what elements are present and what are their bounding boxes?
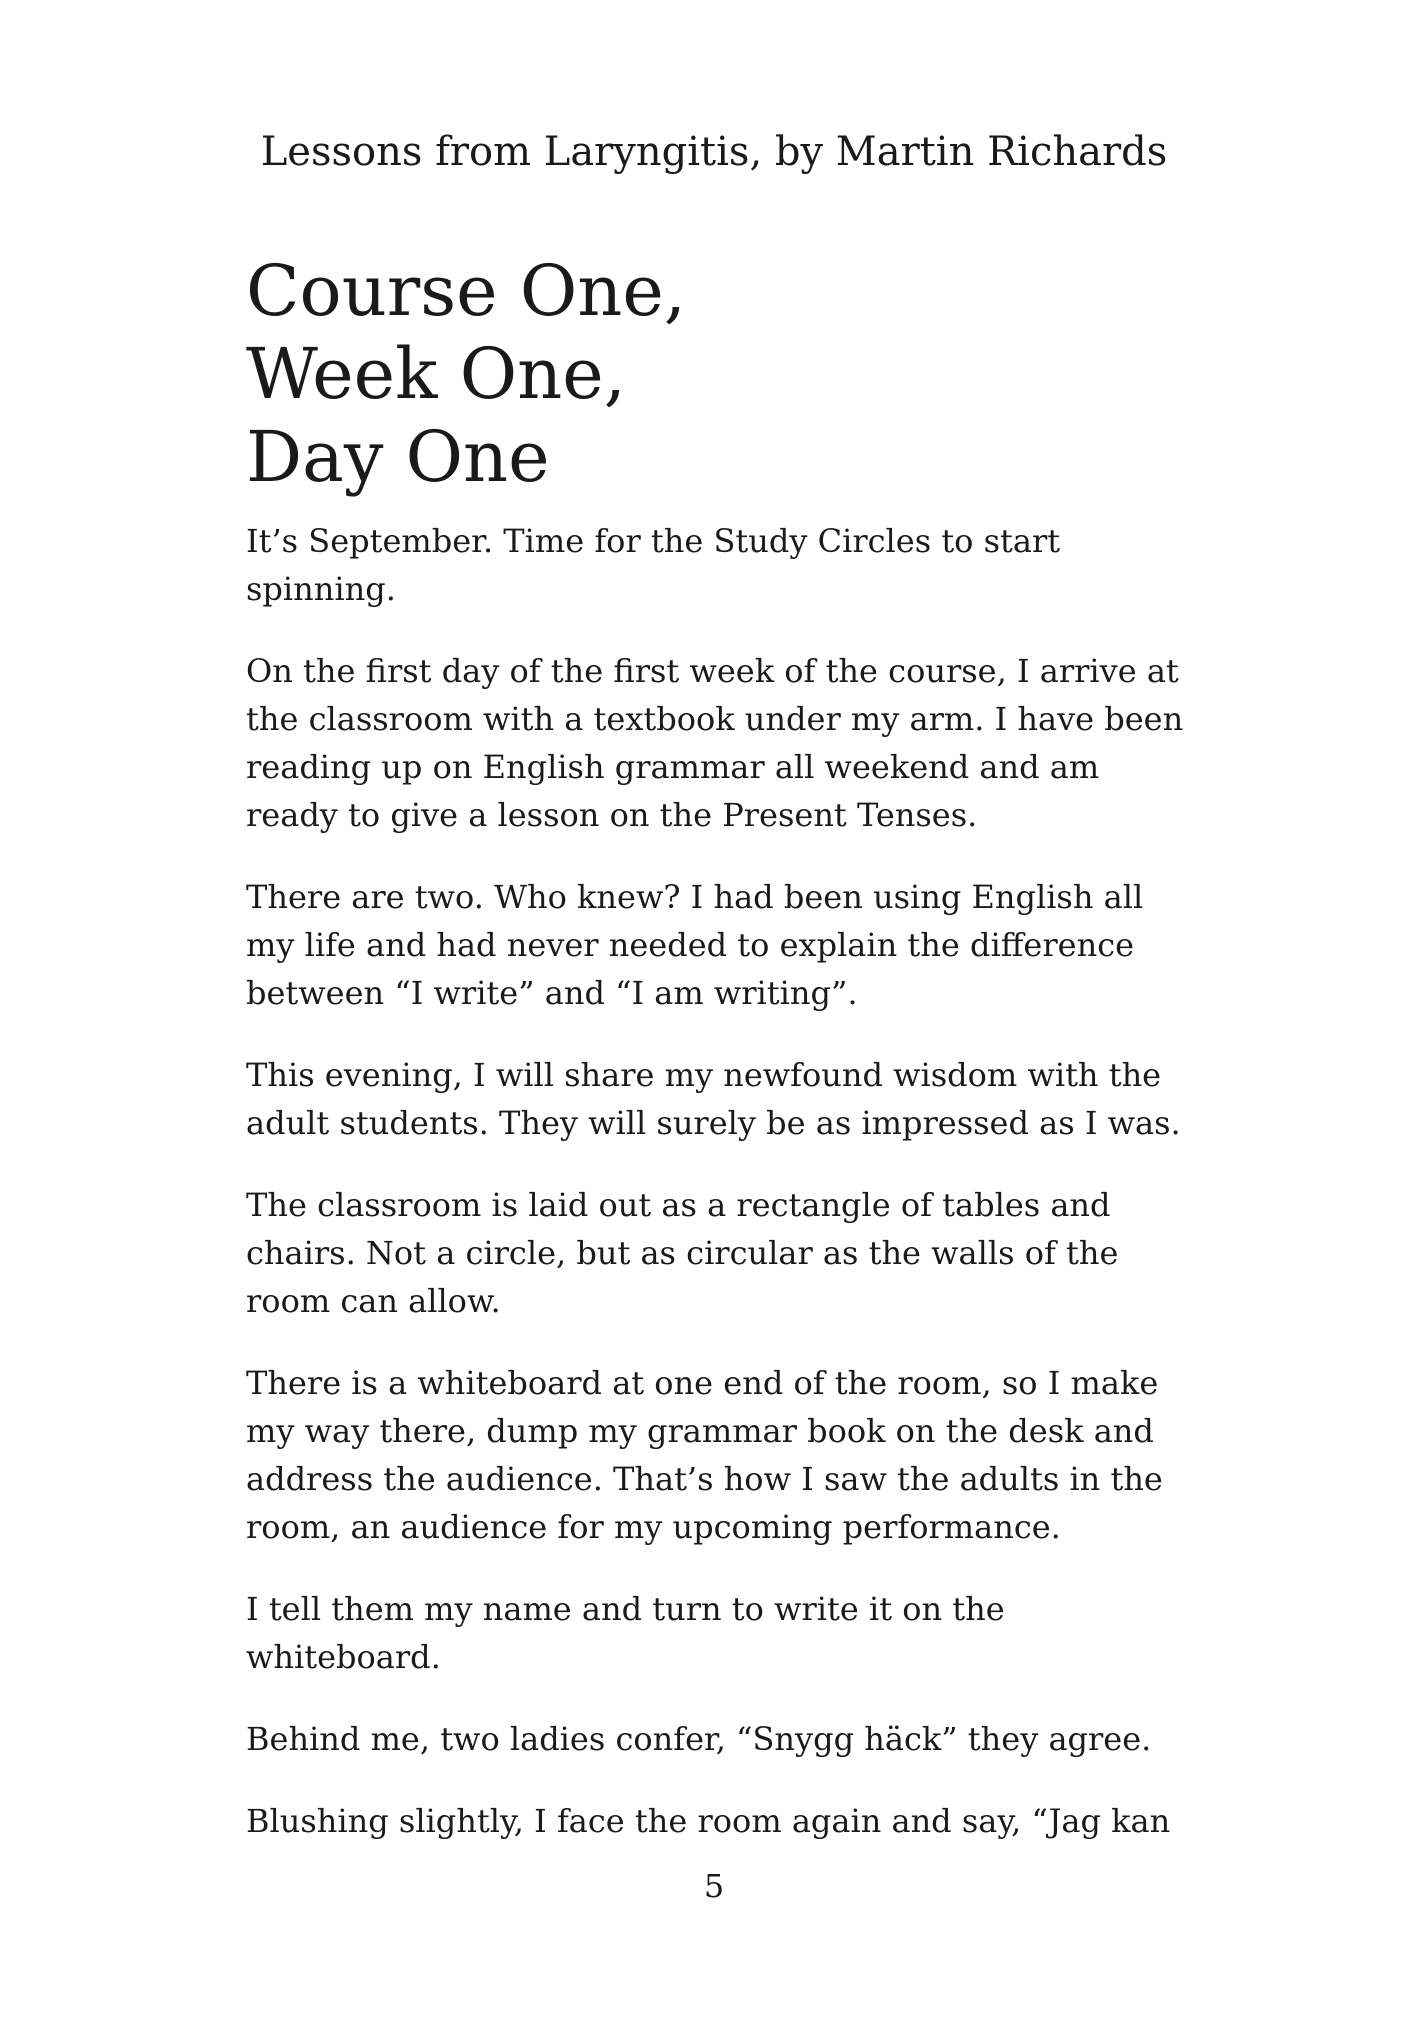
paragraph: The classroom is laid out as a rectangle of tables and chairs. Not a circle, but as circular as the walls of the room can allow.: [246, 1186, 1119, 1320]
page-content: [246, 250, 1196, 1879]
chapter-title: [246, 250, 1196, 499]
paragraph: This evening, I will share my newfound wisdom with the adult students. They will surely be as impressed as I was.: [246, 1056, 1181, 1142]
paragraph: It’s September. Time for the Study Circles to start spinning.: [246, 522, 1061, 608]
paragraph: On the first day of the first week of the course, I arrive at the classroom with a textbook under my arm. I have been reading up on English grammar all weekend and am ready to give a lesson on the Present Tenses.: [246, 652, 1184, 834]
paragraph: Behind me, two ladies confer, “Snygg häck” they agree.: [246, 1720, 1152, 1758]
paragraph: Blushing slightly, I face the room again and say, “Jag kan: [246, 1802, 1171, 1840]
chapter-title-line: Week One,: [246, 333, 626, 415]
chapter-title-line: Course One,: [246, 250, 686, 332]
chapter-title-line: Day One: [246, 416, 550, 498]
page-number: 5: [703, 1867, 725, 1905]
running-head: Lessons from Laryngitis, by Martin Richards: [260, 129, 1168, 175]
paragraph: There is a whiteboard at one end of the room, so I make my way there, dump my grammar book on the desk and address the audience. That’s how I saw the adults in the room, an audience for my upcoming performance.: [246, 1364, 1163, 1546]
paragraph: I tell them my name and turn to write it on the whiteboard.: [246, 1590, 1005, 1676]
paragraph: There are two. Who knew? I had been using English all my life and had never needed to explain the difference between “I write” and “I am writing”.: [246, 878, 1144, 1012]
